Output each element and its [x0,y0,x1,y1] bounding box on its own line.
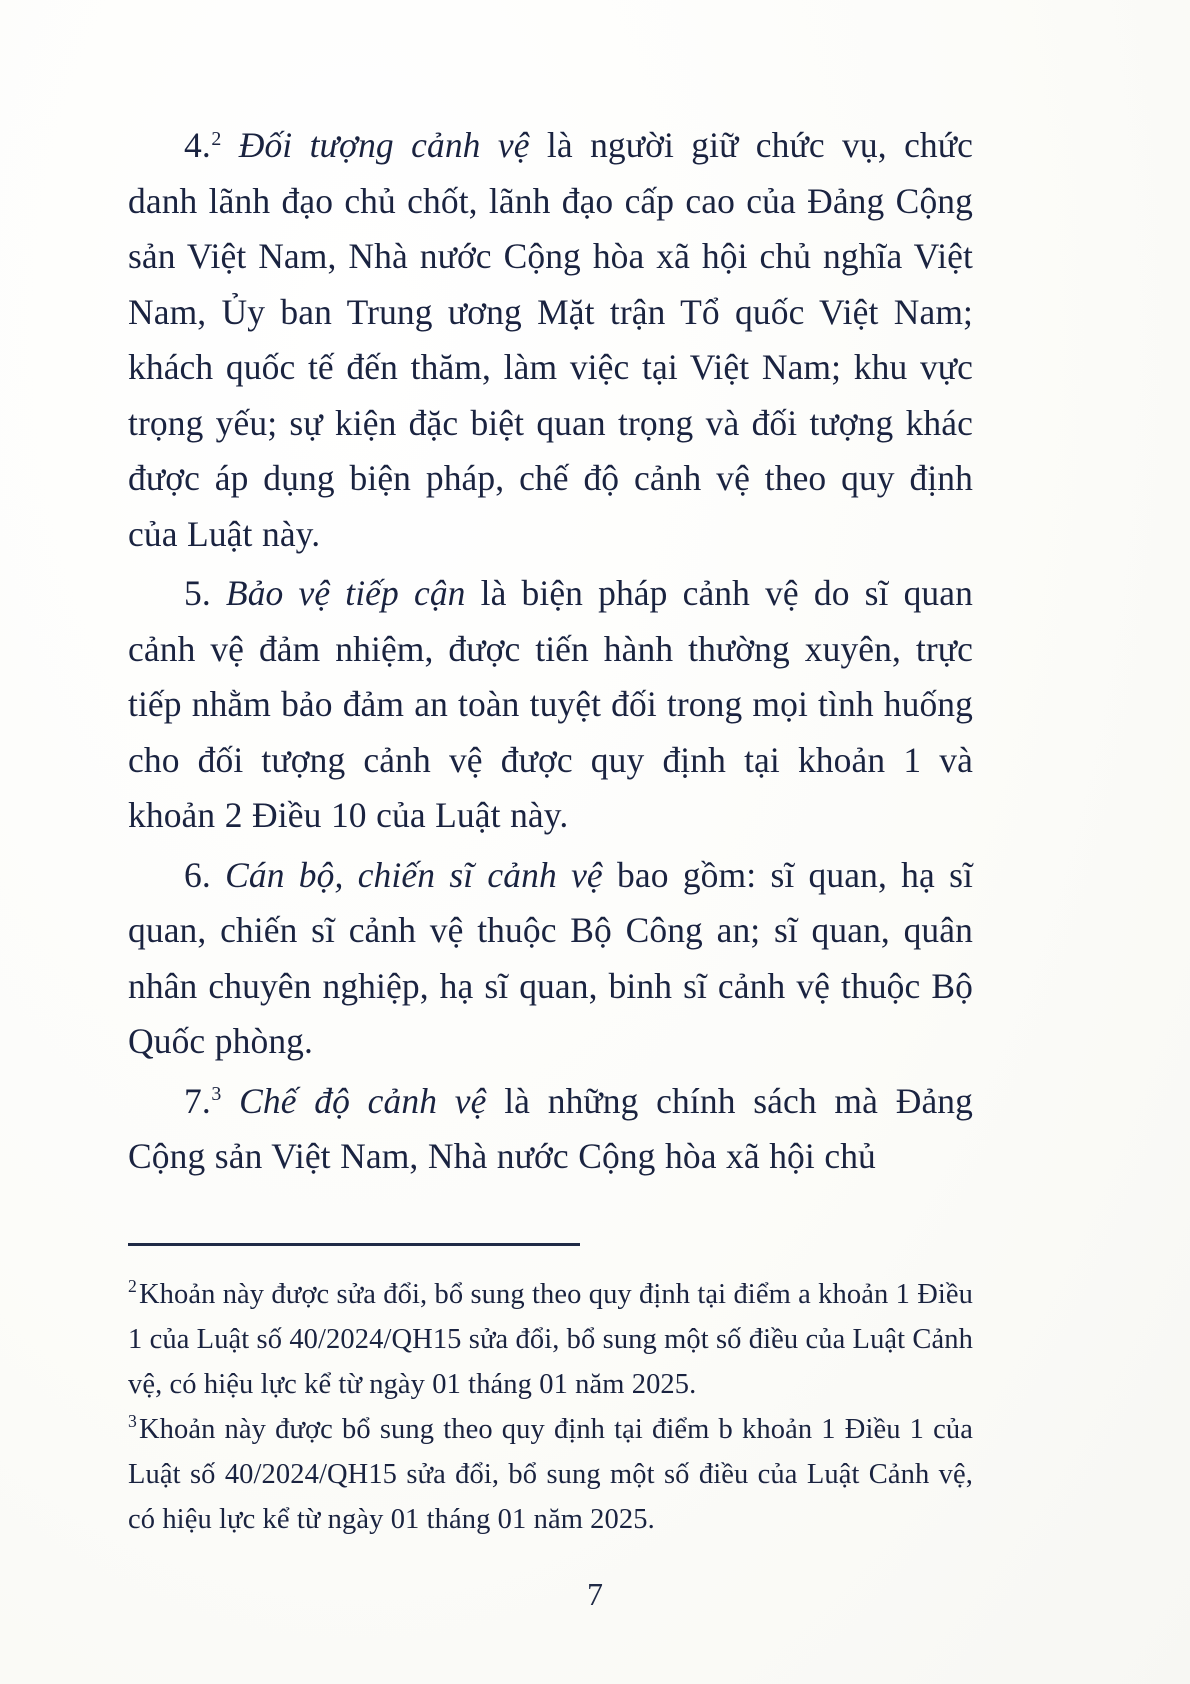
footnote-separator-rule [128,1243,580,1246]
footnote-ref-3[interactable]: 3 [211,1083,222,1106]
paragraph-text-6: bao gồm: sĩ quan, hạ sĩ quan, chiến sĩ cảnh vệ thuộc Bộ Công an; sĩ quan, quân nhân chuyên nghiệp, hạ sĩ quan, binh sĩ cảnh vệ thuộc Bộ Quốc phòng. [128,854,973,1061]
paragraph-text-5: là biện pháp cảnh vệ do sĩ quan cảnh vệ đảm nhiệm, được tiến hành thường xuyên, trực tiếp nhằm bảo đảm an toàn tuyệt đối trong mọi tình huống cho đối tượng cảnh vệ được quy định tại khoản 1 và khoản 2 Điều 10 của Luật này. [128,573,973,835]
defined-term-5: Bảo vệ tiếp cận [225,573,466,613]
paragraph-7 [128,1074,973,1185]
footnote-item-3 [128,1407,973,1542]
footnote-ref-2[interactable]: 2 [211,127,222,150]
page-number: 7 [587,1576,603,1612]
paragraph-number-5: 5. [184,573,211,613]
footnote-section [128,1243,973,1542]
footnote-marker-3: 3 [128,1411,137,1432]
footnote-marker-2: 2 [128,1276,137,1297]
paragraph-5 [128,566,973,844]
footnote-text-2: Khoản này được sửa đổi, bổ sung theo quy định tại điểm a khoản 1 Điều 1 của Luật số 40/2024/QH15 sửa đổi, bổ sung một số điều của Luật Cảnh vệ, có hiệu lực kể từ ngày 01 tháng 01 năm 2025. [128,1279,973,1400]
paragraph-number-4: 4. [184,125,211,165]
paragraph-number-7: 7. [184,1080,211,1121]
paragraph-text-7: là những chính sách mà Đảng Cộng sản Việt Nam, Nhà nước Cộng hòa xã hội chủ [128,1080,973,1176]
paragraph-number-6: 6. [184,854,211,895]
footnote-item-2 [128,1272,973,1407]
document-body [128,118,973,1185]
paragraph-4 [128,118,973,562]
defined-term-6: Cán bộ, chiến sĩ cảnh vệ [225,854,603,895]
footnote-text-3: Khoản này được bổ sung theo quy định tại điểm b khoản 1 Điều 1 của Luật số 40/2024/QH15 sửa đổi, bổ sung một số điều của Luật Cảnh vệ, có hiệu lực kể từ ngày 01 tháng 01 năm 2025. [128,1414,973,1535]
defined-term-4: Đối tượng cảnh vệ [238,125,530,165]
paragraph-text-4: là người giữ chức vụ, chức danh lãnh đạo chủ chốt, lãnh đạo cấp cao của Đảng Cộng sản Việt Nam, Nhà nước Cộng hòa xã hội chủ nghĩa Việt Nam, Ủy ban Trung ương Mặt trận Tổ quốc Việt Nam; khách quốc tế đến thăm, làm việc tại Việt Nam; khu vực trọng yếu; sự kiện đặc biệt quan trọng và đối tượng khác được áp dụng biện pháp, chế độ cảnh vệ theo quy định của Luật này. [128,125,973,554]
defined-term-7: Chế độ cảnh vệ [239,1080,487,1121]
paragraph-6 [128,848,973,1070]
